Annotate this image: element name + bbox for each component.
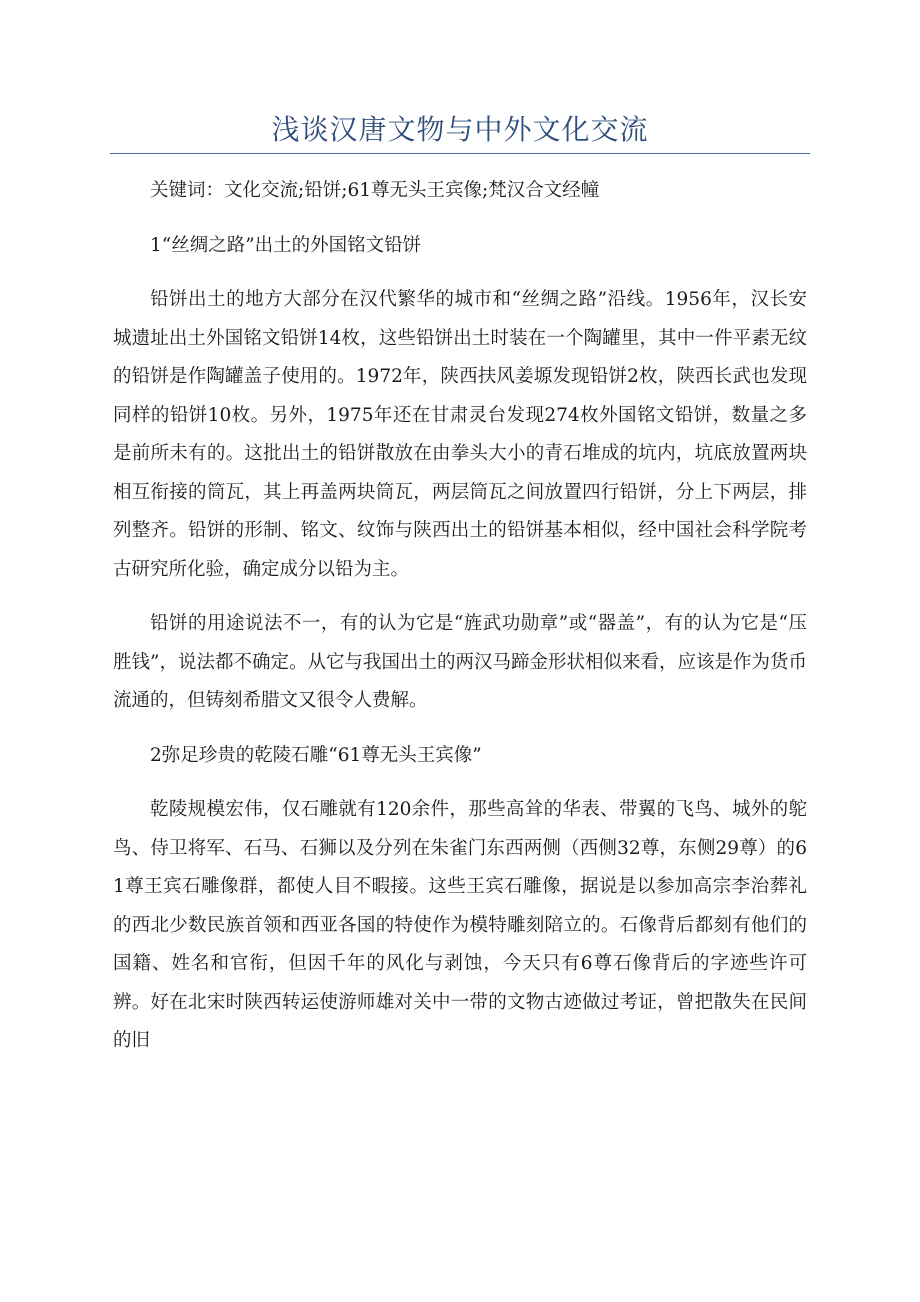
document-title: 浅谈汉唐文物与中外文化交流 (271, 113, 649, 146)
title-divider (110, 153, 810, 154)
document-body (113, 172, 807, 1077)
section-1-paragraph-1: 铅饼出土的地方大部分在汉代繁华的城市和“丝绸之路”沿线。1956年，汉长安城遗址出土外国铭文铅饼14枚，这些铅饼出土时装在一个陶罐里，其中一件平素无纹的铅饼是作陶罐盖子使用的。1972年，陕西扶风姜塬发现铅饼2枚，陕西长武也发现同样的铅饼10枚。另外，1975年还在甘肃灵台发现274枚外国铭文铅饼，数量之多是前所未有的。这批出土的铅饼散放在由拳头大小的青石堆成的坑内，坑底放置两块相互衔接的筒瓦，其上再盖两块筒瓦，两层筒瓦之间放置四行铅饼，分上下两层，排列整齐。铅饼的形制、铭文、纹饰与陕西出土的铅饼基本相似，经中国社会科学院考古研究所化验，确定成分以铅为主。 (113, 289, 807, 580)
section-2-paragraph-1: 乾陵规模宏伟，仅石雕就有120余件，那些高耸的华表、带翼的飞鸟、城外的鸵鸟、侍卫将军、石马、石狮以及分列在朱雀门东西两侧（西侧32尊，东侧29尊）的61尊王宾石雕像群，都使人目不暇接。这些王宾石雕像，据说是以参加高宗李治葬礼的西北少数民族首领和西亚各国的特使作为模特雕刻陪立的。石像背后都刻有他们的国籍、姓名和官衔，但因千年的风化与剥蚀，今天只有6尊石像背后的字迹些许可辨。好在北宋时陕西转运使游师雄对关中一带的文物古迹做过考证，曾把散失在民间的旧 (113, 799, 807, 1051)
section-heading-1: 1“丝绸之路”出土的外国铭文铅饼 (150, 234, 422, 256)
section-heading-2: 2弥足珍贵的乾陵石雕“61尊无头王宾像” (150, 744, 482, 766)
keywords-line: 关键词：文化交流;铅饼;61尊无头王宾像;梵汉合文经幢 (150, 180, 600, 201)
section-1-paragraph-2: 铅饼的用途说法不一，有的认为它是“旌武功勋章”或“器盖”，有的认为它是“压胜钱”，说法都不确定。从它与我国出土的两汉马蹄金形状相似来看，应该是作为货币流通的，但铸刻希腊文又很令人费解。 (113, 613, 807, 711)
